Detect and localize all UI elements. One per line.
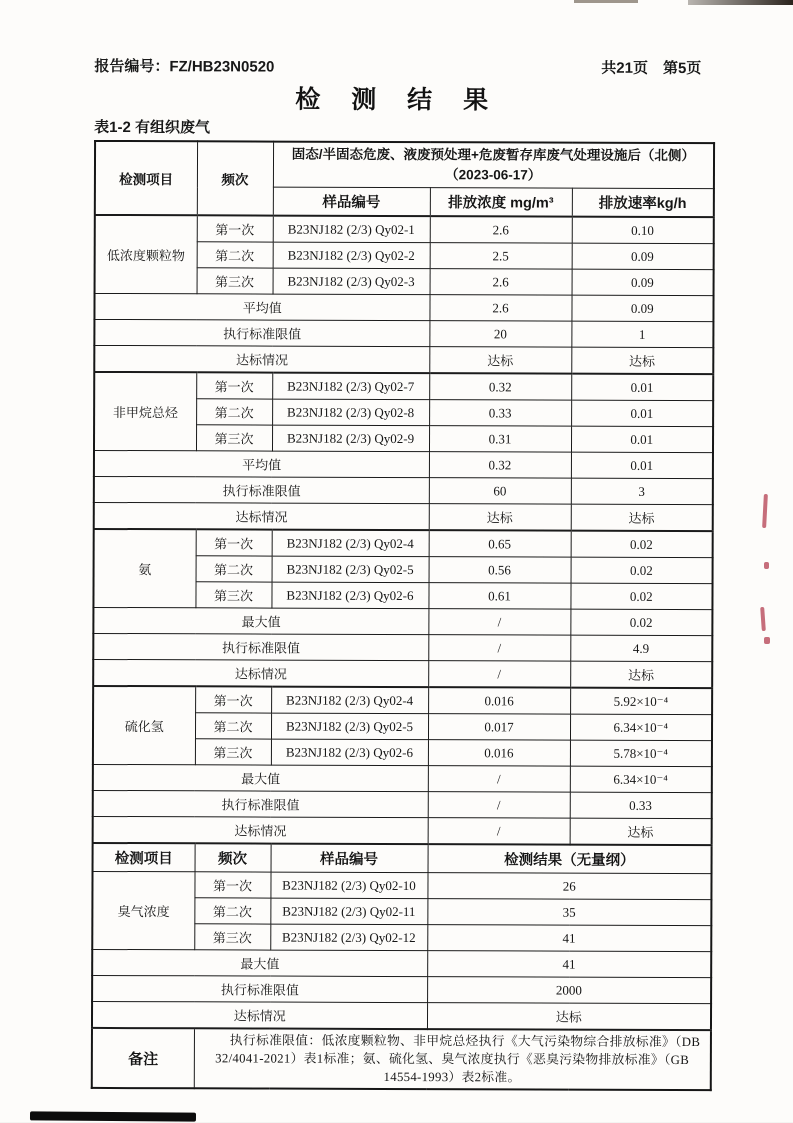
table-row	[94, 529, 713, 558]
remark-label-cell: 备注	[92, 1028, 194, 1089]
freq-cell: 第一次	[195, 686, 271, 713]
limit-result-cell: 2000	[427, 977, 711, 1004]
sample-cell: B23NJ182 (2/3) Qy02-2	[273, 242, 430, 269]
limit-conc-cell: /	[428, 792, 570, 818]
item-cell: 氨	[93, 529, 195, 608]
table-row	[94, 372, 713, 401]
conc-cell: 0.017	[428, 714, 570, 740]
page-title: 检 测 结 果	[295, 85, 501, 115]
table-row	[92, 871, 711, 899]
result-cell: 26	[427, 873, 711, 900]
sample-cell: B23NJ182 (2/3) Qy02-5	[272, 556, 429, 583]
rate-cell: 6.34×10⁻⁴	[570, 714, 712, 740]
summary-rate-cell: 0.09	[571, 295, 713, 321]
conc-cell: 2.6	[430, 269, 572, 295]
status-label-cell: 达标情况	[93, 659, 428, 687]
summary-row	[93, 764, 712, 792]
freq-cell: 第一次	[194, 872, 270, 898]
sample-cell: B23NJ182 (2/3) Qy02-8	[272, 399, 429, 426]
limit-row	[93, 790, 712, 818]
limit-rate-cell: 3	[571, 478, 713, 504]
summary-conc-cell: 0.32	[429, 452, 571, 478]
limit-row	[93, 633, 712, 661]
status-label-cell: 达标情况	[93, 816, 428, 844]
freq-cell: 第一次	[197, 215, 273, 242]
sample-cell: B23NJ182 (2/3) Qy02-6	[271, 739, 428, 766]
freq-cell: 第二次	[195, 713, 271, 739]
rate-cell: 0.01	[571, 400, 713, 426]
status-result-cell: 达标	[427, 1003, 711, 1030]
document-header	[94, 55, 701, 78]
summary-rate-cell: 0.01	[571, 452, 713, 478]
freq-cell: 第三次	[195, 582, 271, 608]
status-label-cell: 达标情况	[92, 1001, 427, 1029]
table-row	[95, 215, 714, 244]
header-frequency-cell: 频次	[197, 141, 273, 215]
page-total: 共21页	[601, 59, 648, 77]
freq-cell: 第三次	[197, 268, 273, 294]
summary-row	[94, 450, 713, 478]
conc-cell: 0.61	[428, 583, 570, 609]
limit-rate-cell: 1	[571, 321, 713, 347]
remark-row	[92, 1028, 711, 1091]
sampling-location: 固态/半固态危废、液废预处理+危废暂存库废气处理设施后（北侧）	[291, 146, 695, 163]
rate-cell: 0.02	[571, 531, 713, 558]
conc-cell: 0.016	[428, 687, 570, 714]
summary-result-cell: 41	[427, 951, 711, 978]
status-rate-cell: 达标	[571, 504, 713, 531]
header-concentration-cell: 排放浓度 mg/m³	[430, 188, 572, 217]
stamp-bleed-mark	[764, 637, 770, 644]
report-number	[94, 55, 274, 77]
status-label-cell: 达标情况	[94, 345, 429, 373]
summary-rate-cell: 0.02	[570, 609, 712, 635]
item-cell: 低浓度颗粒物	[95, 215, 197, 294]
remark-text: 执行标准限值：低浓度颗粒物、非甲烷总烃执行《大气污染物综合排放标准》（DB 32/4041-2021）表1标准；氨、硫化氢、臭气浓度执行《恶臭污染物排放标准》（GB 14554-1993）表2标准。	[215, 1033, 701, 1085]
status-row	[94, 345, 713, 374]
freq-cell: 第一次	[196, 529, 272, 556]
rate-cell: 5.78×10⁻⁴	[570, 740, 712, 766]
status-rate-cell: 达标	[570, 818, 712, 845]
sample-cell: B23NJ182 (2/3) Qy02-10	[270, 872, 427, 899]
status-row	[93, 816, 712, 845]
rate-cell: 0.01	[571, 374, 713, 401]
report-number-label: 报告编号：	[94, 57, 170, 76]
summary-conc-cell: /	[428, 609, 570, 635]
limit-rate-cell: 4.9	[570, 635, 712, 661]
table2-header-row	[93, 843, 712, 874]
pagination	[601, 57, 701, 78]
header-item-cell: 检测项目	[93, 843, 195, 872]
conc-cell: 0.33	[429, 400, 571, 426]
summary-row	[93, 607, 712, 635]
conc-cell: 0.016	[428, 740, 570, 766]
conc-cell: 0.56	[429, 557, 571, 583]
sample-cell: B23NJ182 (2/3) Qy02-4	[272, 530, 429, 557]
sample-cell: B23NJ182 (2/3) Qy02-3	[273, 268, 430, 295]
table1-header-row-1	[95, 141, 714, 189]
conc-cell: 2.6	[430, 216, 572, 243]
header-result-cell: 检测结果（无量纲）	[428, 844, 712, 873]
limit-conc-cell: 20	[429, 321, 571, 347]
report-number-value: FZ/HB23N0520	[169, 58, 275, 76]
freq-cell: 第三次	[194, 924, 270, 950]
status-conc-cell: 达标	[429, 347, 571, 374]
remark-text-cell	[194, 1028, 711, 1090]
stamp-bleed-mark	[764, 562, 769, 569]
limit-label-cell: 执行标准限值	[94, 319, 429, 346]
header-location-cell	[273, 142, 714, 189]
sample-cell: B23NJ182 (2/3) Qy02-12	[270, 924, 427, 951]
rate-cell: 0.10	[572, 217, 714, 244]
sample-cell: B23NJ182 (2/3) Qy02-6	[271, 582, 428, 609]
conc-cell: 2.5	[430, 243, 572, 269]
freq-cell: 第三次	[196, 425, 272, 451]
summary-label-cell: 最大值	[93, 764, 428, 791]
sample-cell: B23NJ182 (2/3) Qy02-7	[272, 373, 429, 400]
header-sample-cell: 样品编号	[273, 187, 430, 216]
table-caption: 表1-2 有组织废气	[94, 118, 211, 137]
sample-cell: B23NJ182 (2/3) Qy02-5	[271, 713, 428, 740]
conc-cell: 0.32	[429, 373, 571, 400]
limit-label-cell: 执行标准限值	[92, 975, 427, 1002]
results-table	[91, 140, 715, 1092]
limit-conc-cell: /	[428, 635, 570, 661]
table-row	[93, 686, 712, 715]
sample-cell: B23NJ182 (2/3) Qy02-4	[271, 687, 428, 714]
limit-rate-cell: 0.33	[570, 792, 712, 818]
status-rate-cell: 达标	[570, 661, 712, 688]
limit-conc-cell: 60	[429, 478, 571, 504]
summary-conc-cell: /	[428, 766, 570, 792]
summary-conc-cell: 2.6	[429, 295, 571, 321]
summary-rate-cell: 6.34×10⁻⁴	[570, 766, 712, 792]
status-row	[92, 1001, 711, 1030]
status-conc-cell: /	[428, 661, 570, 688]
scan-edge-artifact-bottom	[30, 1111, 196, 1121]
freq-cell: 第二次	[194, 898, 270, 924]
scan-edge-artifact-top-right	[688, 0, 793, 5]
sampling-date: （2023-06-17）	[445, 167, 542, 183]
rate-cell: 0.02	[571, 557, 713, 583]
summary-label-cell: 平均值	[94, 450, 429, 477]
rate-cell: 0.09	[572, 243, 714, 269]
header-rate-cell: 排放速率kg/h	[572, 188, 714, 217]
freq-cell: 第二次	[196, 399, 272, 425]
conc-cell: 0.65	[429, 530, 571, 557]
summary-label-cell: 平均值	[94, 293, 429, 320]
page-current: 第5页	[662, 59, 702, 78]
item-cell: 非甲烷总烃	[94, 372, 196, 451]
status-row	[93, 659, 712, 688]
scan-edge-artifact-top	[574, 0, 638, 3]
item-cell: 臭气浓度	[92, 871, 194, 949]
sample-cell: B23NJ182 (2/3) Qy02-1	[273, 216, 430, 243]
limit-label-cell: 执行标准限值	[93, 633, 428, 660]
header-item-cell: 检测项目	[95, 141, 197, 215]
sample-cell: B23NJ182 (2/3) Qy02-9	[272, 425, 429, 452]
freq-cell: 第三次	[195, 739, 271, 765]
item-cell: 硫化氢	[93, 686, 195, 765]
status-label-cell: 达标情况	[94, 502, 429, 530]
result-cell: 35	[427, 899, 711, 926]
status-conc-cell: 达标	[429, 504, 571, 531]
rate-cell: 5.92×10⁻⁴	[570, 688, 712, 715]
conc-cell: 0.31	[429, 426, 571, 452]
status-conc-cell: /	[428, 818, 570, 845]
status-rate-cell: 达标	[571, 347, 713, 374]
limit-row	[94, 476, 713, 504]
summary-row	[92, 949, 711, 977]
status-row	[94, 502, 713, 531]
sample-cell: B23NJ182 (2/3) Qy02-11	[270, 898, 427, 925]
rate-cell: 0.02	[570, 583, 712, 609]
limit-label-cell: 执行标准限值	[94, 476, 429, 503]
rate-cell: 0.09	[572, 269, 714, 295]
summary-row	[94, 293, 713, 321]
header-sample-cell: 样品编号	[271, 844, 428, 873]
freq-cell: 第二次	[197, 242, 273, 268]
result-cell: 41	[427, 925, 711, 952]
limit-label-cell: 执行标准限值	[93, 790, 428, 817]
freq-cell: 第二次	[196, 556, 272, 582]
limit-row	[94, 319, 713, 347]
header-frequency-cell: 频次	[195, 843, 271, 872]
summary-label-cell: 最大值	[92, 949, 427, 976]
summary-label-cell: 最大值	[93, 607, 428, 634]
freq-cell: 第一次	[196, 372, 272, 399]
rate-cell: 0.01	[571, 426, 713, 452]
limit-row	[92, 975, 711, 1003]
